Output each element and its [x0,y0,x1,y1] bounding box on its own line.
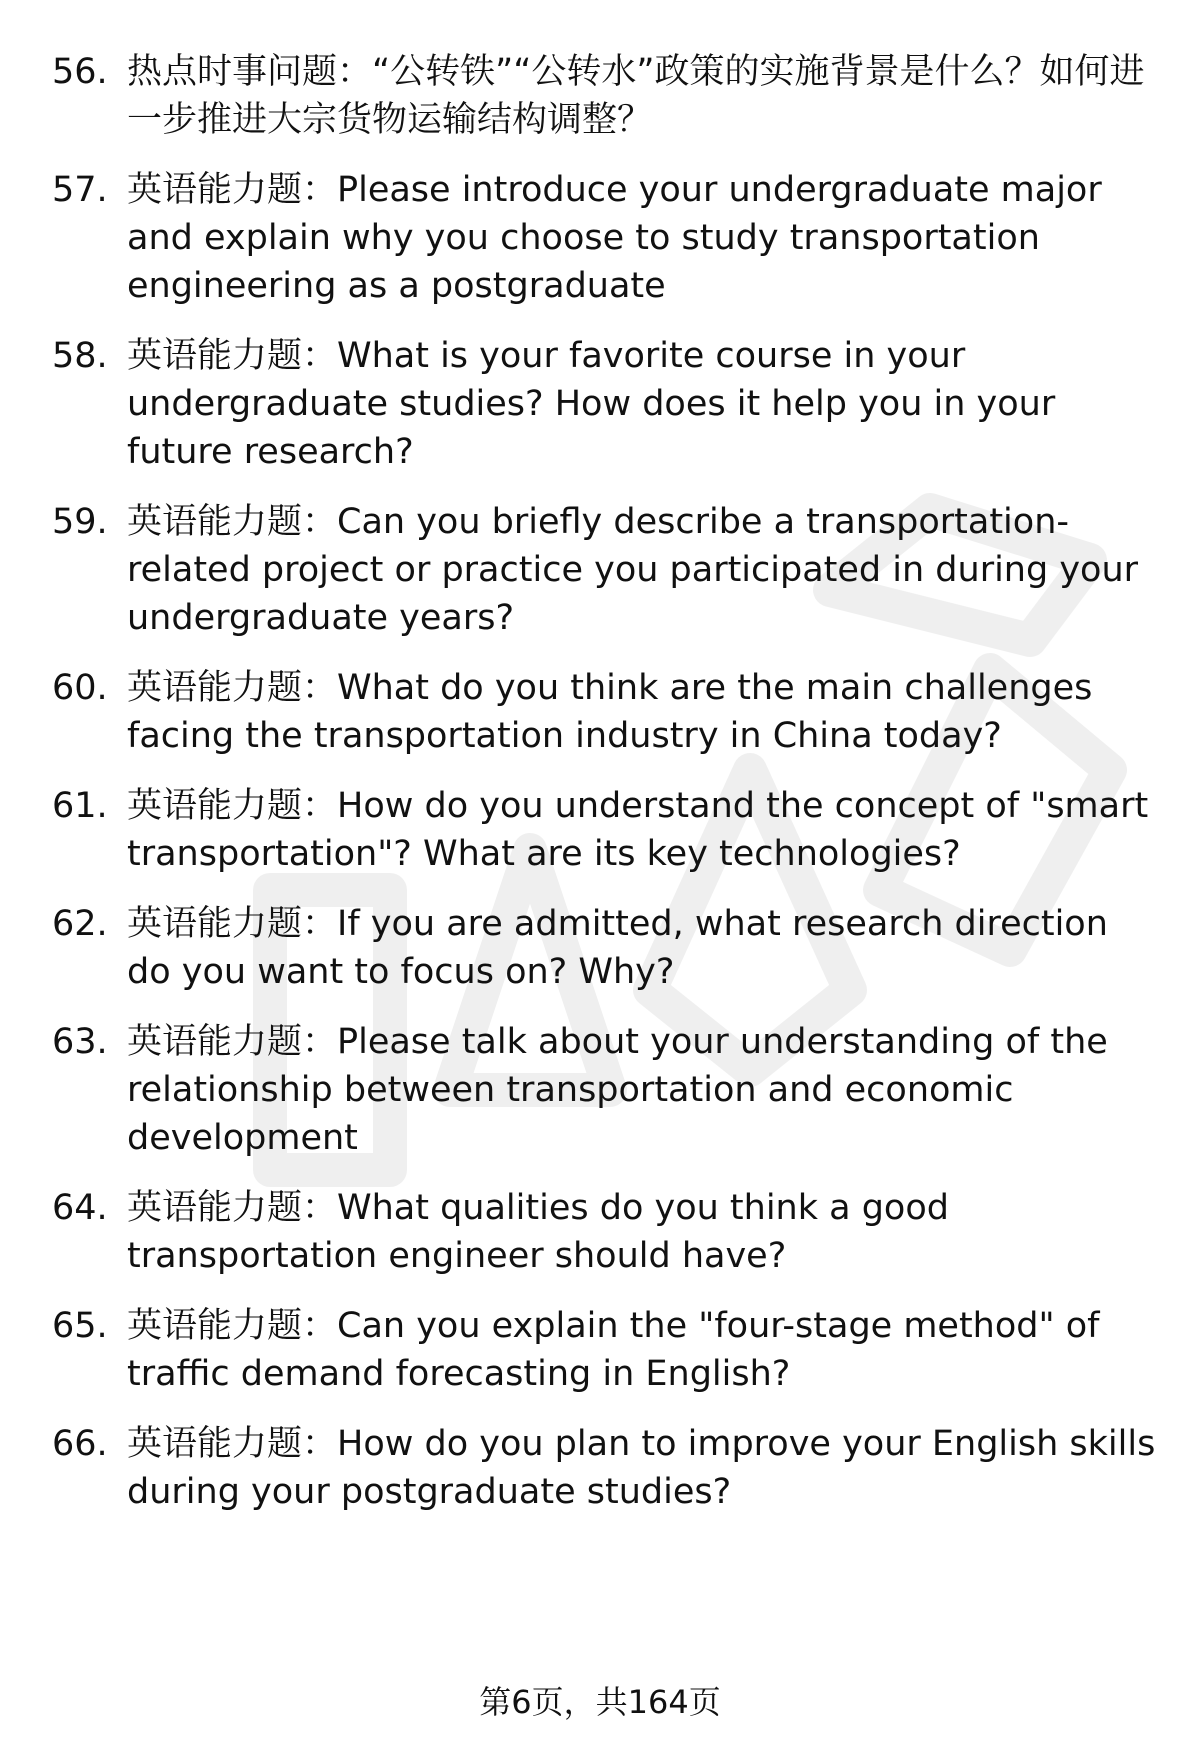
question-item [52,1420,1162,1516]
question-number: 64. [52,1188,108,1228]
question-item [52,900,1162,996]
question-item [52,664,1162,760]
question-text: 英语能力题：Can you briefly describe a transportation-related project or practice you participated in during your undergraduate years? [127,502,1139,638]
question-text: 英语能力题：What qualities do you think a good transportation engineer should have? [127,1188,949,1276]
question-number: 58. [52,336,108,376]
question-text: 英语能力题：How do you plan to improve your English skills during your postgraduate studies? [127,1424,1156,1512]
question-item [52,166,1162,310]
question-item [52,498,1162,642]
question-number: 60. [52,668,108,708]
question-number: 63. [52,1022,108,1062]
question-item [52,332,1162,476]
question-text: 热点时事问题：“公转铁”“公转水”政策的实施背景是什么？如何进一步推进大宗货物运输结构调整？ [127,52,1145,140]
question-number: 56. [52,52,108,92]
question-item [52,48,1162,144]
question-item [52,1184,1162,1280]
question-item [52,1018,1162,1162]
question-item [52,1302,1162,1398]
question-text: 英语能力题：If you are admitted, what research direction do you want to focus on? Why? [127,904,1108,992]
question-number: 62. [52,904,108,944]
question-text: 英语能力题：What do you think are the main challenges facing the transportation industry in China today? [127,668,1093,756]
question-number: 57. [52,170,108,210]
page-number: 第6页，共164页 [479,1683,721,1721]
question-list [52,48,1162,1516]
question-number: 59. [52,502,108,542]
question-number: 65. [52,1306,108,1346]
question-text: 英语能力题：Please talk about your understanding of the relationship between transportation and economic development [127,1022,1108,1158]
question-item [52,782,1162,878]
question-text: 英语能力题：Please introduce your undergraduate major and explain why you choose to study transportation engineering as a postgraduate [127,170,1102,306]
question-text: 英语能力题：Can you explain the "four-stage method" of traffic demand forecasting in English? [127,1306,1100,1394]
question-number: 61. [52,786,108,826]
question-number: 66. [52,1424,108,1464]
question-text: 英语能力题：How do you understand the concept of "smart transportation"? What are its key technologies? [127,786,1149,874]
question-text: 英语能力题：What is your favorite course in your undergraduate studies? How does it help you in your future research? [127,336,1056,472]
